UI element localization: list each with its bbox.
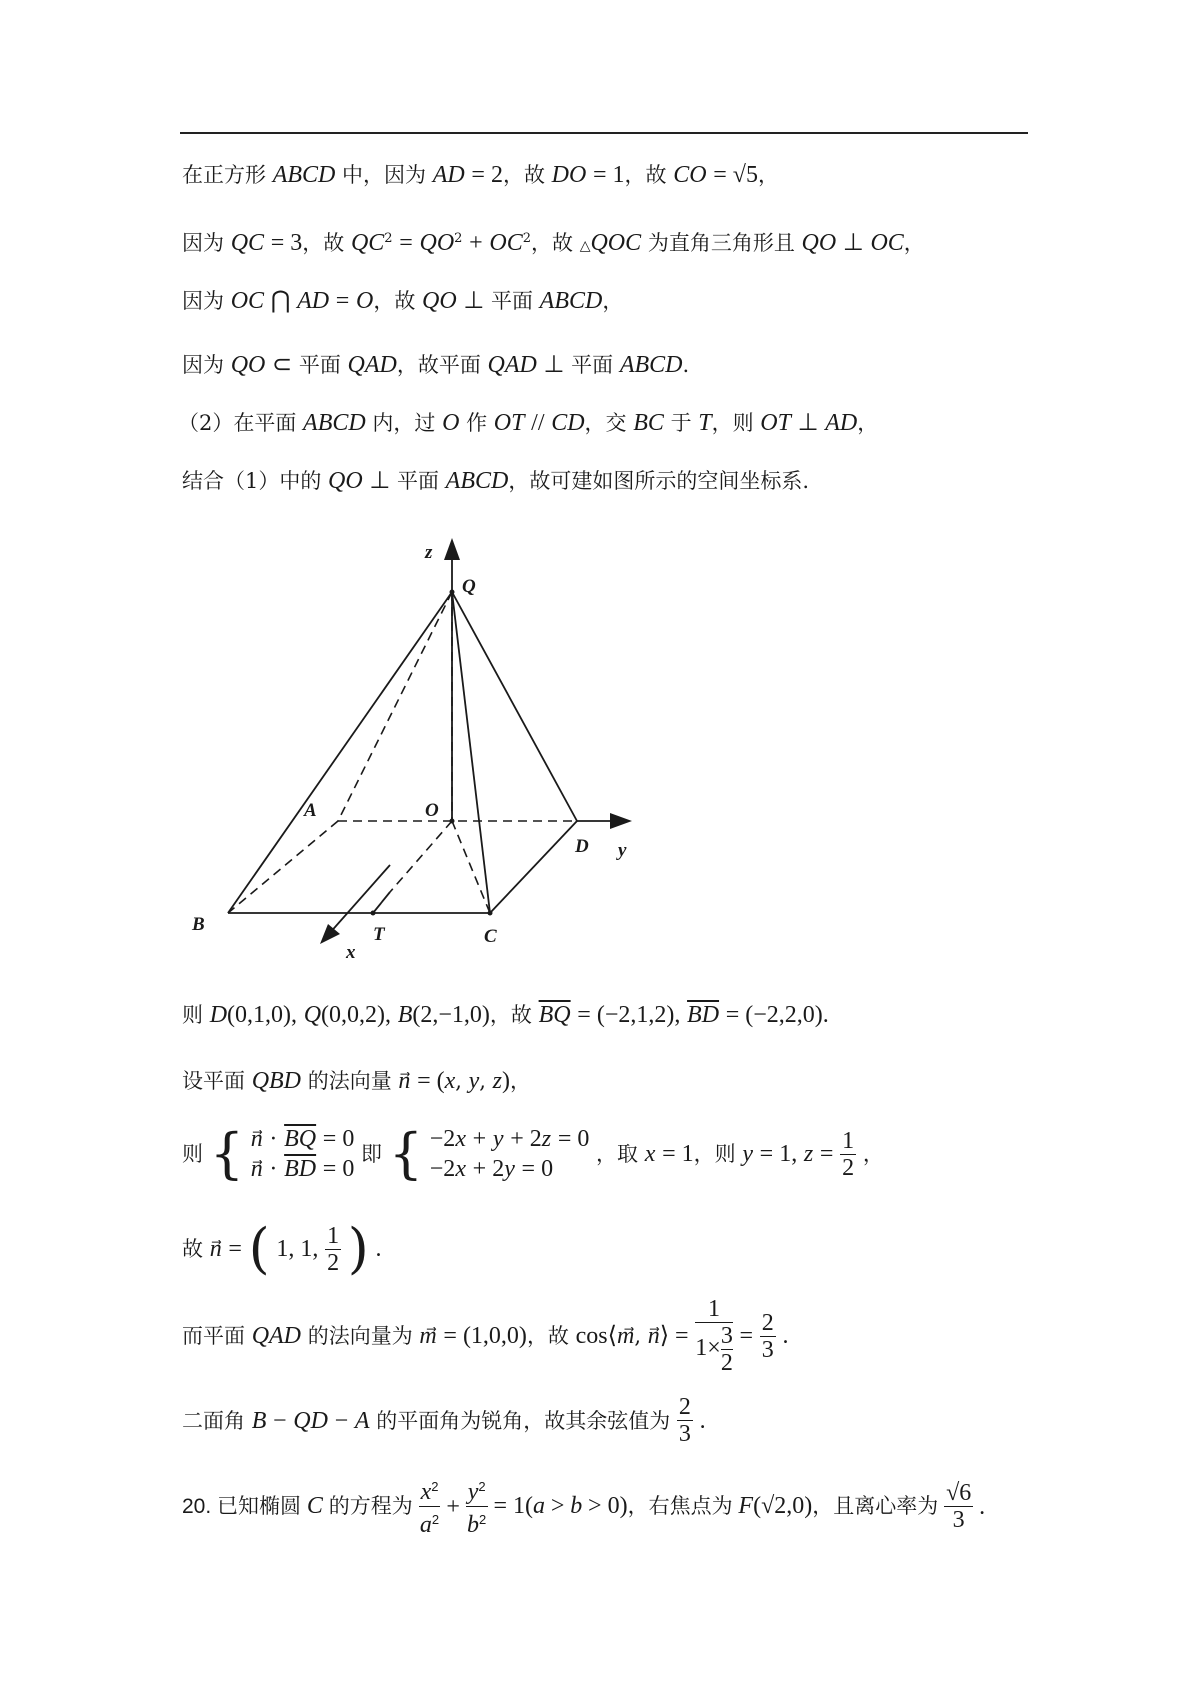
edge-CD [490, 821, 577, 913]
edge-OT [390, 821, 452, 892]
pyramid-coordinate-figure [180, 530, 660, 970]
label-D: D [575, 836, 589, 857]
proof-line-5: （2）在平面 ABCD 内，过 O 作 OT // CD，交 BC 于 T，则 OT ⊥ AD， [178, 410, 879, 436]
x-arrow-icon [320, 924, 340, 944]
proof-line-3: 因为 OC ⋂ AD = O，故 QO ⊥ 平面 ABCD， [182, 288, 624, 314]
z-arrow-icon [444, 538, 460, 560]
proof-line-8: 设平面 QBD 的法向量 n⃗ = (x, y, z)， [182, 1068, 531, 1094]
proof-line-6: 结合（1）中的 QO ⊥ 平面 ABCD，故可建如图所示的空间坐标系. [182, 468, 810, 494]
label-z: z [425, 542, 433, 563]
proof-line-2: 因为 QC = 3，故 $QC^2 = QO^2 + OC^2$，故 △QOC 为直角三角形且 QO ⊥ OC， [182, 230, 925, 256]
header-rule [180, 132, 1028, 134]
label-A: A [304, 800, 317, 821]
edge-QC [452, 592, 490, 913]
edge-QB [228, 592, 452, 913]
proof-line-4: 因为 QO ⊂ 平面 QAD，故平面 QAD ⊥ 平面 ABCD. [182, 352, 690, 378]
proof-line-12: 二面角 B − QD − A 的平面角为锐角，故其余弦值为 $\frac{2}{3}$ . [182, 1394, 706, 1447]
label-y: y [618, 840, 627, 861]
label-T: T [373, 924, 385, 945]
edge-OT-solid [373, 892, 390, 913]
edge-QD [452, 592, 577, 821]
question-20: 20. 已知椭圆 C 的方程为 $\frac{x^2}{a^2}$ + $\frac{y^2}{b^2}$ = 1(a > b > 0)，右焦点为 F(√2,0)，且离心率为 $\frac{√6}{3}$ . [182, 1474, 985, 1539]
label-x: x [346, 942, 356, 963]
proof-line-1: 在正方形 ABCD 中，因为 AD = 2，故 DO = 1，故 CO = √5， [182, 162, 779, 188]
edge-QA [338, 592, 452, 821]
y-arrow-icon [610, 813, 632, 829]
label-O: O [425, 800, 439, 821]
proof-line-11: 而平面 QAD 的法向量为 m⃗ = (1,0,0)，故 cos⟨m⃗, n⟩ = 1 1× $\frac{3}{2}$ = $\frac{2}{3}$ . [182, 1296, 789, 1376]
label-Q: Q [462, 576, 476, 597]
label-C: C [484, 926, 497, 947]
proof-line-7: 则 D(0,1,0), Q(0,0,2), B(2,−1,0)，故 $\overline{BQ} = (-2,1,2)$, $\overline{BD} = (-2,2,0)$. [182, 1002, 829, 1028]
label-B: B [192, 914, 205, 935]
proof-line-10: 故 n⃗ = ( 1, 1, $\frac{1}{2}$ ) . [182, 1217, 382, 1280]
proof-line-9: 则 { n⃗ · $\overline{BQ} = 0$ n⃗ · $\overline{BD} = 0$ 即 { −2x + y + 2z = 0 −2x + 2y = 0 ，取 x = 1，则 y = 1, z = $\frac{1}{2}$ ， [182, 1122, 884, 1185]
